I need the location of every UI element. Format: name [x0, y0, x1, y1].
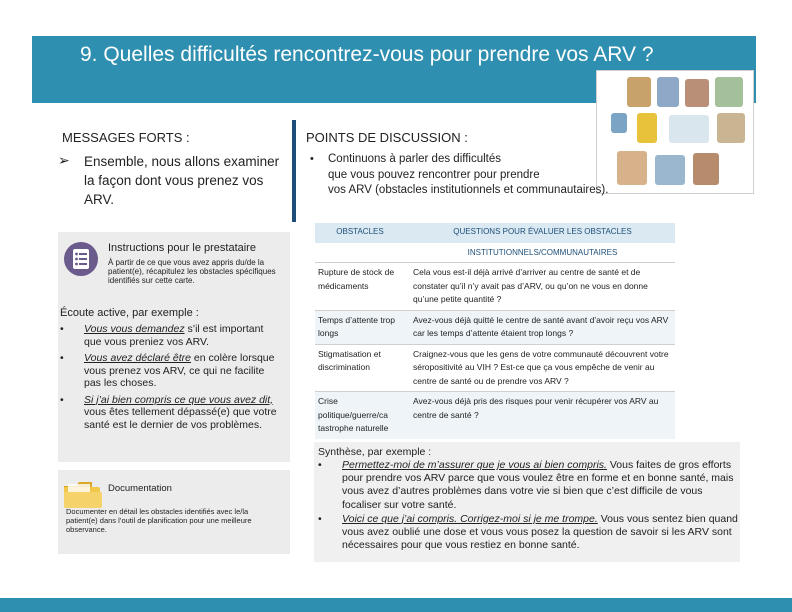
table-header-obstacles: OBSTACLES — [336, 227, 384, 236]
item-text: en colère lorsque vous prenez vos ARV, ce qui ne facilite pas les choses. — [84, 352, 275, 389]
underlined-phrase: Permettez-moi de m’assurer que je vous ai bien compris. — [342, 459, 607, 471]
list-item — [318, 459, 738, 512]
question-cell: Avez-vous déjà pris des risques pour venir récupérer vos ARV au centre de santé ? — [413, 396, 659, 420]
bullet: • — [60, 323, 64, 335]
obstacle-cell: Crise politique/guerre/ca tastrophe naturelle — [318, 396, 389, 433]
synthese-heading: Synthèse, par exemple : — [318, 446, 432, 458]
item-text: Vous faites de gros efforts pour prendre vos ARV parce que vous voulez être en forme et en bonne santé, mais vous avez d’autres problèmes dans votre vie si bien que c’est difficile de vous focaliser sur votre santé. — [342, 459, 734, 511]
item-text: vous êtes tellement dépassé(e) que votre santé est le dernier de vos problèmes. — [84, 406, 277, 431]
synthese-list — [318, 459, 738, 553]
ecoute-list — [60, 323, 278, 435]
landscape-illustration — [669, 115, 709, 143]
people-illustration — [655, 155, 685, 185]
obstacle-cell: Stigmatisation et discrimination — [318, 348, 381, 372]
bullet: • — [318, 459, 322, 471]
discussion-line: que vous pouvez rencontrer pour prendre — [328, 168, 540, 181]
people-illustration — [693, 153, 719, 185]
points-discussion-heading: POINTS DE DISCUSSION : — [306, 130, 468, 145]
people-illustration — [627, 77, 651, 107]
documentation-title: Documentation — [108, 483, 172, 494]
underlined-phrase: Voici ce que j’ai compris. Corrigez-moi si je me trompe. — [342, 512, 598, 525]
folder-icon — [62, 480, 104, 510]
table-header-questions: QUESTIONS POUR ÉVALUER LES OBSTACLES — [453, 227, 632, 236]
ecoute-heading: Écoute active, par exemple : — [60, 307, 199, 319]
points-discussion-text — [328, 152, 628, 199]
discussion-line: Continuons à parler des difficultés — [328, 153, 502, 165]
question-cell: Avez-vous déjà quitté le centre de santé avant d’avoir reçu vos ARV car les temps d’attente étaient trop longs ? — [413, 314, 669, 338]
question-cell: Craignez-vous que les gens de votre communauté découvrent votre séropositivité au VIH ? Est-ce que ça vous empêche de venir au centre de santé ou de prendre vos ARV ? — [413, 348, 669, 386]
obstacles-table — [315, 262, 675, 439]
list-item — [60, 323, 278, 348]
table-row — [315, 344, 675, 392]
arrow-bullet-icon: ➢ — [58, 152, 70, 168]
checklist-icon — [64, 242, 98, 276]
item-text: s’il est important que vous preniez vos ARV. — [84, 323, 264, 348]
bullet: • — [60, 393, 64, 406]
page-title: 9. Quelles difficultés rencontrez-vous pour prendre vos ARV ? — [80, 43, 654, 66]
list-item — [60, 394, 278, 432]
people-illustration — [685, 79, 709, 107]
people-illustration — [715, 77, 743, 107]
list-item — [318, 513, 738, 553]
footer-bar — [0, 598, 792, 612]
people-illustration — [611, 113, 627, 133]
bullet: • — [310, 153, 314, 165]
messages-forts-text: Ensemble, nous allons examiner la façon dont vous prenez vos ARV. — [84, 154, 280, 207]
obstacle-cell: Rupture de stock de médicaments — [318, 267, 395, 291]
item-text: Vous vous sentez bien quand vous avez oublié une dose et vous vous posez la question de savoir si les ARV sont nécessaires pour que vous restiez en bonne santé. — [342, 512, 738, 552]
people-illustration — [717, 113, 745, 143]
table-row — [315, 262, 675, 310]
discussion-line: vos ARV (obstacles institutionnels et communautaires). — [328, 184, 609, 196]
people-illustration — [657, 77, 679, 107]
divider — [292, 120, 296, 222]
bullet: • — [318, 512, 322, 525]
underlined-phrase: Si j’ai bien compris ce que vous avez dit, — [84, 393, 274, 406]
underlined-phrase: Vous vous demandez — [84, 323, 185, 335]
obstacle-cell: Temps d’attente trop longs — [318, 314, 396, 338]
table-row — [315, 310, 675, 344]
bullet: • — [60, 352, 64, 364]
instructions-text: À partir de ce que vous avez appris du/de la patient(e), récapitulez les obstacles spécifiques identifiés sur cette carte. — [108, 258, 276, 285]
messages-forts-heading: MESSAGES FORTS : — [62, 130, 190, 145]
table-header-questions-sub: INSTITUTIONNELS/COMMUNAUTAIRES — [467, 248, 618, 257]
instructions-title: Instructions pour le prestataire — [108, 242, 256, 254]
underlined-phrase: Vous avez déclaré être — [84, 352, 192, 364]
list-item — [60, 352, 278, 390]
question-cell: Cela vous est-il déjà arrivé d’arriver au centre de santé et de constater qu’il n’y avait pas d’ARV, ou qu’on ne vous en donne qu’une petite quantité ? — [413, 267, 648, 304]
person-illustration — [637, 113, 657, 143]
table-row — [315, 391, 675, 439]
documentation-text: Documenter en détail les obstacles identifiés avec le/la patient(e) dans l’outil de planification pour une meilleure observance. — [66, 507, 252, 534]
